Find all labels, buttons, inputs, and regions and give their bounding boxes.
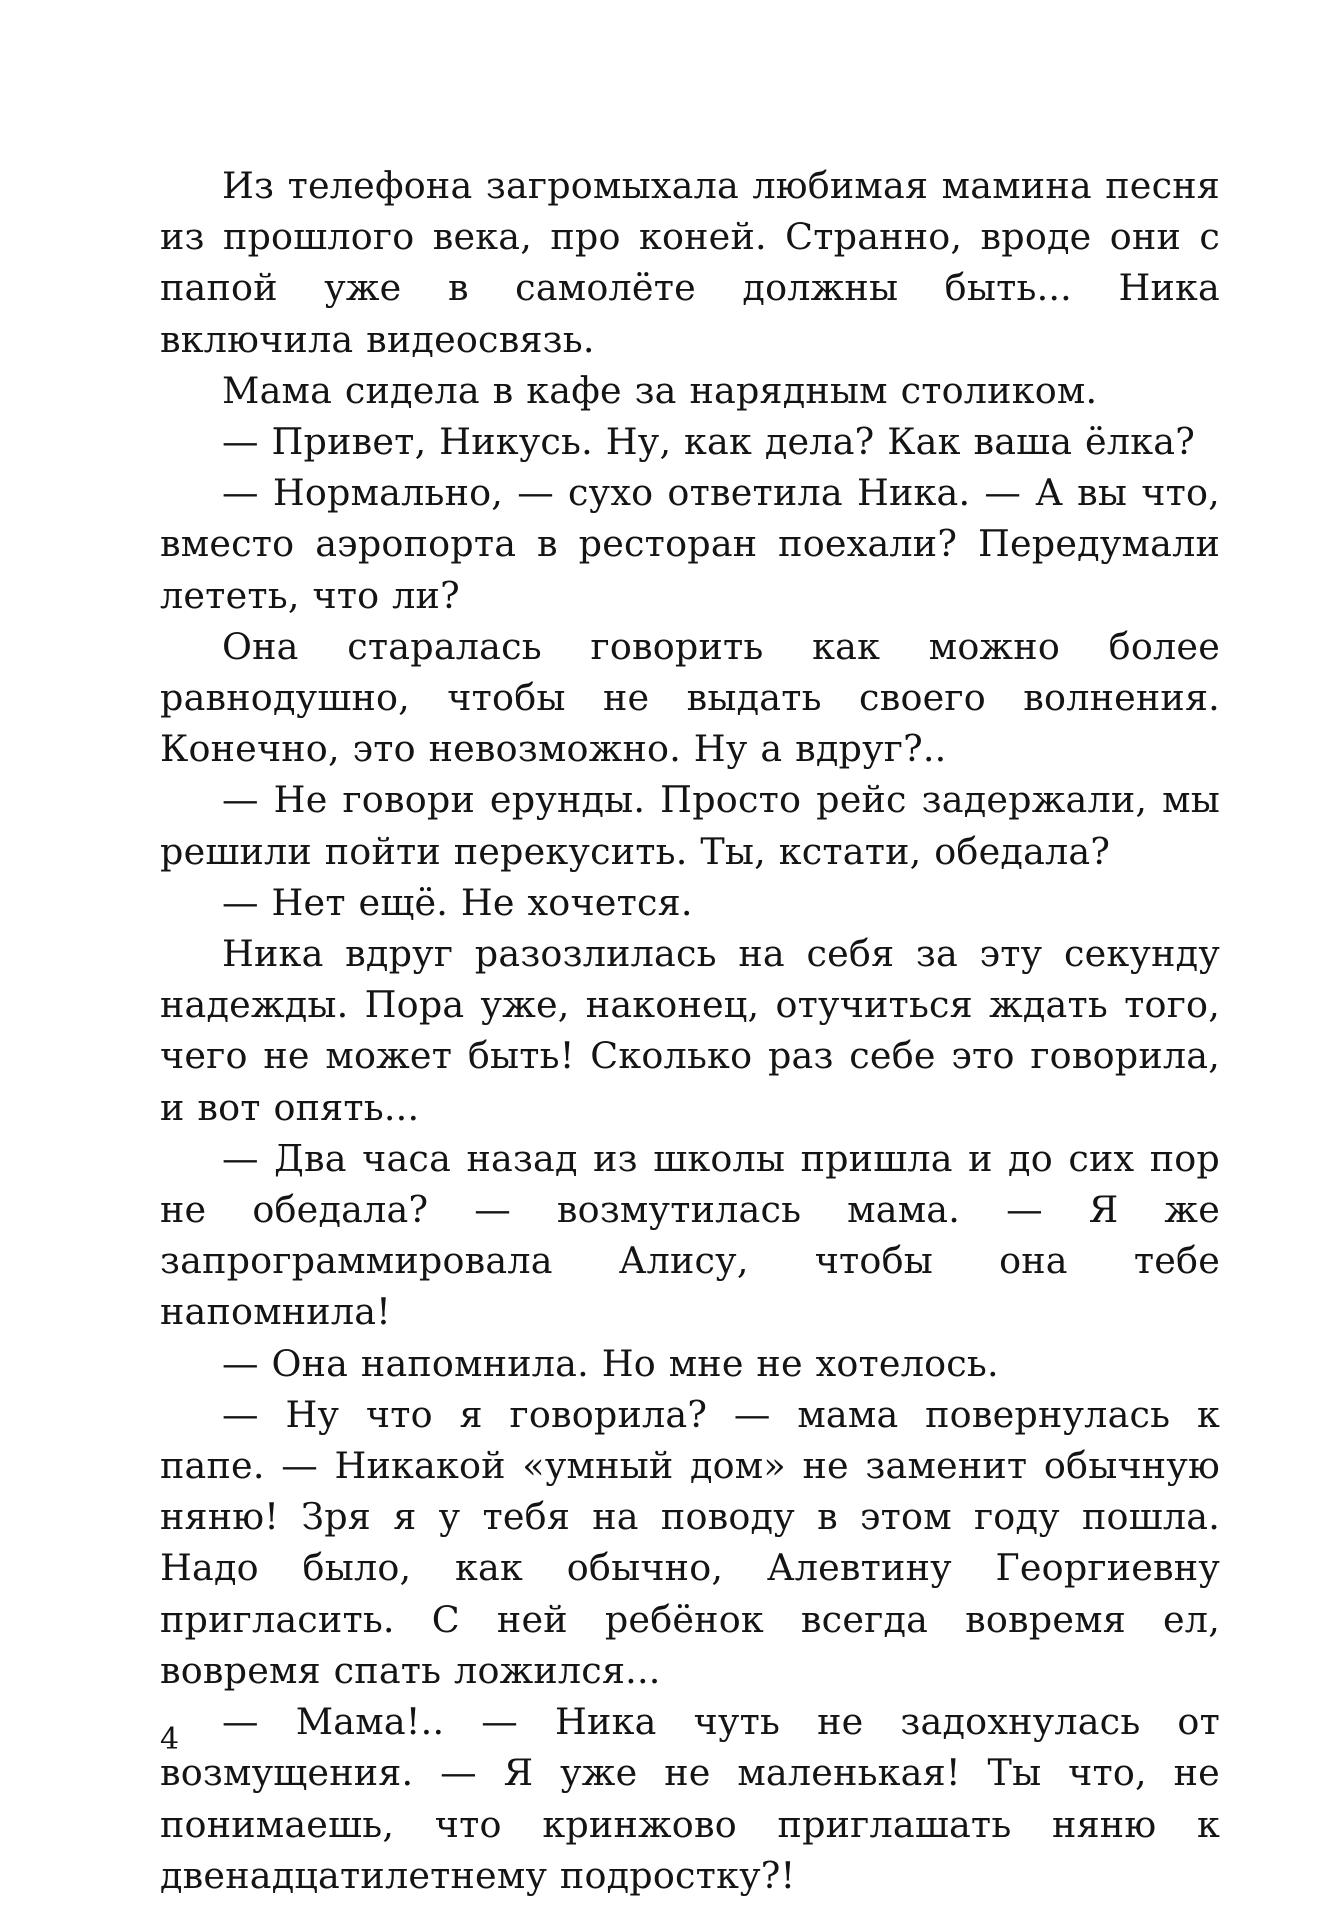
paragraph-2: Мама сидела в кафе за нарядным столиком.: [222, 368, 1098, 412]
paragraph-6: — Не говори ерунды. Просто рейс задержали, мы решили пойти перекусить. Ты, кстати, обедала?: [160, 778, 1220, 873]
paragraph-8: Ника вдруг разозлилась на себя за эту секунду надежды. Пора уже, наконец, отучиться ждать того, чего не может быть! Сколько раз себе это говорила, и вот опять...: [160, 932, 1220, 1129]
paragraph-11: — Ну что я говорила? — мама повернулась к папе. — Никакой «умный дом» не заменит обычную няню! Зря я у тебя на поводу в этом году пошла. Надо было, как обычно, Алевтину Георгиевну пригласить. С ней ребёнок всегда вовремя ел, вовремя спать ложился...: [160, 1392, 1220, 1692]
paragraph-10: — Она напомнила. Но мне не хотелось.: [222, 1341, 999, 1385]
paragraph-5: Она старалась говорить как можно более равнодушно, чтобы не выдать своего волнения. Конечно, это невозможно. Ну а вдруг?..: [160, 624, 1220, 771]
paragraph-7: — Нет ещё. Не хочется.: [222, 880, 693, 924]
paragraph-12: — Мама!.. — Ника чуть не задохнулась от возмущения. — Я уже не маленькая! Ты что, не понимаешь, что кринжово приглашать няню к двенадцатилетнему подростку?!: [160, 1700, 1220, 1897]
paragraph-4: — Нормально, — сухо ответила Ника. — А вы что, вместо аэропорта в ресторан поехали? Передумали лететь, что ли?: [160, 471, 1220, 617]
body-text: [160, 160, 1220, 1901]
paragraph-1: Из телефона загромыхала любимая мамина песня из прошлого века, про коней. Странно, вроде они с папой уже в самолёте должны быть... Ника включила видеосвязь.: [160, 164, 1220, 361]
paragraph-9: — Два часа назад из школы пришла и до сих пор не обедала? — возмутилась мама. — Я же запрограммировала Алису, чтобы она тебе напомнила!: [160, 1136, 1220, 1334]
paragraph-3: — Привет, Никусь. Ну, как дела? Как ваша ёлка?: [222, 420, 1195, 464]
page-number: 4: [160, 1722, 180, 1757]
